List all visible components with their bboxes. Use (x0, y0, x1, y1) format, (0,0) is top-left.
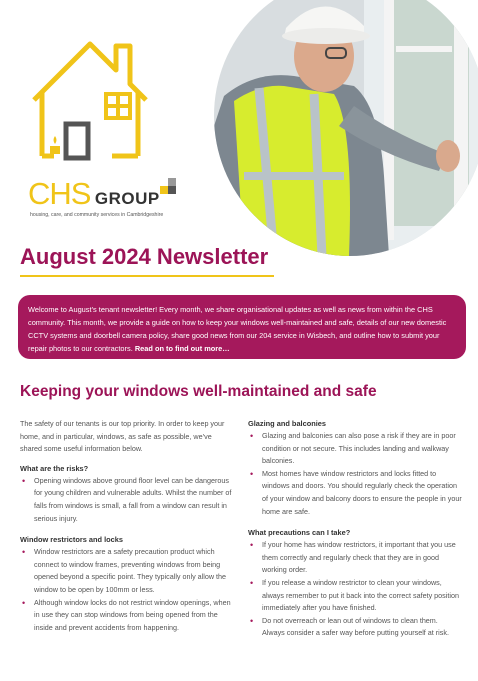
restrictors-list (20, 546, 232, 634)
intro-text: Welcome to August’s tenant newsletter! Every month, we share organisational updates as well as news from within the CHS community. This month, we provide a guide on how to keep your windows well-maintained and safe, details of our new domestic CCTV systems and doorbell camera policy, share good news from our 204 service in Wisbech, and outline how to submit your repair photos to our contractors. (28, 305, 447, 353)
risks-list (20, 475, 232, 525)
section-heading-glazing: Glazing and balconies (248, 419, 327, 428)
precautions-list (248, 539, 462, 640)
list-item: • If your home has window restrictors, it important that you use them correctly and regularly check that they are in good working order. (248, 539, 462, 577)
list-item: • Opening windows above ground floor level can be dangerous for young children and vulnerable adults. Whilst the number of falls from windows is small, a fall from a window can result in serious injury. (20, 475, 232, 525)
title-underline (20, 275, 274, 277)
chs-house-logo (20, 24, 170, 174)
section-heading-risks: What are the risks? (20, 463, 89, 473)
list-item: • Glazing and balconies can also pose a risk if they are in poor condition or not secure. This includes landing and walkway balconies. (248, 430, 462, 468)
brand-name-group: GROUP (94, 189, 160, 208)
section-heading-precautions: What precautions can I take? (248, 528, 351, 538)
hero-photo-worker-window (214, 0, 478, 256)
brand-squares-icon (160, 178, 178, 196)
intro-box (18, 295, 466, 359)
brand-name-chs: CHS (28, 176, 91, 211)
article-lead: The safety of our tenants is our top priority. In order to keep your home, and in particular, windows, as safe as possible, we’ve shared some useful information below. (20, 419, 225, 454)
section-heading-restrictors: Window restrictors and locks (20, 535, 124, 545)
list-item: • Most homes have window restrictors and locks fitted to windows and doors. You should regularly check the operation of your window and balcony doors to ensure the people in your home are safe. (248, 468, 462, 518)
list-item: • If you release a window restrictor to clean your windows, always remember to put it back into the correct safety position immediately after you have finished. (248, 577, 462, 615)
article-title: Keeping your windows well-maintained and safe (20, 383, 377, 400)
newsletter-title: August 2024 Newsletter (20, 244, 269, 269)
article-left-column (20, 418, 232, 634)
list-item: • Do not overreach or lean out of windows to clean them. Always consider a safer way before putting yourself at risk. (248, 615, 462, 640)
brand-tagline: housing, care, and community services in Cambridgeshire (30, 212, 164, 218)
brand-wordmark (28, 176, 228, 224)
list-item: • Window restrictors are a safety precaution product which connect to window frames, preventing windows from being opened beyond a specific point. They typically only allow the window to be open by 100mm or less. (20, 546, 232, 596)
intro-cta: Read on to find out more… (134, 344, 230, 353)
list-item: • Although window locks do not restrict window openings, when in use they can stop windows from being opened from the inside and prevent accidents from happening. (20, 597, 232, 635)
glazing-list (248, 430, 462, 518)
article-right-column (248, 418, 462, 640)
